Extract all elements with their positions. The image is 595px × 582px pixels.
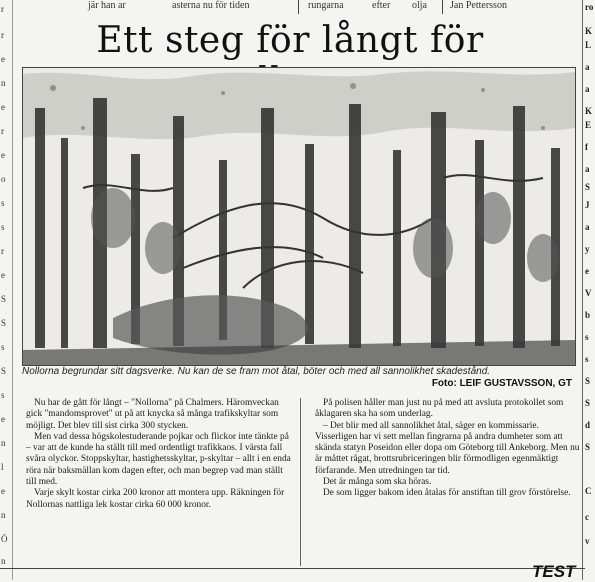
left-fragment-char: Ö bbox=[1, 534, 8, 544]
right-fragment-char: L bbox=[585, 40, 592, 50]
right-column-fragment bbox=[582, 0, 595, 580]
left-fragment-char: e bbox=[1, 54, 5, 64]
left-fragment-char: n bbox=[1, 438, 6, 448]
left-fragment-char: l bbox=[1, 462, 4, 472]
top-strip-byline: Jan Pettersson bbox=[450, 0, 507, 11]
right-fragment-char: S bbox=[585, 398, 591, 408]
footer-rule bbox=[0, 568, 585, 569]
right-fragment-char: e bbox=[585, 266, 589, 276]
left-fragment-char: n bbox=[1, 556, 6, 566]
top-strip-text: efter bbox=[372, 0, 391, 11]
previous-article-tail bbox=[60, 0, 580, 14]
right-fragment-char: K bbox=[585, 26, 593, 36]
left-fragment-char: S bbox=[1, 318, 7, 328]
right-fragment-char: a bbox=[585, 62, 590, 72]
article-paragraph: De som ligger bakom iden åtalas för anstiftan till grov förstörelse. bbox=[323, 488, 571, 499]
left-fragment-char: s bbox=[1, 198, 5, 208]
right-fragment-char: S bbox=[585, 442, 591, 452]
article-paragraph: Men vad dessa högskolestuderande pojkar och flickor inte tänkte på – var att de kunde ha ställt till med ordentligt trafikkaos. I värsta fall svåra olyckor. Stoppskyltar, hastighetsskyltar, p-skyltar – allt i en enda röra när baksmällan kom dagen efter, och man begrep vad man ställt till med. bbox=[26, 431, 291, 488]
test-logo: TEST bbox=[532, 562, 576, 581]
left-fragment-char: S bbox=[1, 294, 7, 304]
left-fragment-char: s bbox=[1, 342, 5, 352]
left-fragment-char: r bbox=[1, 30, 4, 40]
column-divider bbox=[298, 0, 299, 14]
right-fragment-char: V bbox=[585, 288, 592, 298]
news-photo bbox=[22, 67, 576, 366]
article-column-right bbox=[315, 398, 581, 568]
photo-credit: Foto: LEIF GUSTAVSSON, GT bbox=[431, 378, 572, 389]
article-paragraph: Varje skylt kostar cirka 200 kronor att montera upp. Räkningen för Nollornas nattliga lek kostar cirka 60 000 kronor. bbox=[26, 488, 285, 510]
left-fragment-char: s bbox=[1, 222, 5, 232]
top-strip-text: jär han ar bbox=[88, 0, 126, 11]
right-fragment-char: a bbox=[585, 164, 590, 174]
left-fragment-char: e bbox=[1, 102, 5, 112]
right-fragment-char: v bbox=[585, 536, 590, 546]
photo-image bbox=[23, 68, 575, 365]
left-fragment-char: o bbox=[1, 174, 6, 184]
right-fragment-char: S bbox=[585, 376, 591, 386]
column-divider bbox=[300, 398, 301, 566]
left-fragment-char: e bbox=[1, 414, 5, 424]
left-fragment-char: r bbox=[1, 246, 4, 256]
left-fragment-char: e bbox=[1, 150, 5, 160]
article-paragraph: Nu har de gått för långt – "Nollorna" på Chalmers. Häromveckan gick "mandomsprovet" ut på att knycka så många trafikskyltar som möjligt. Det blev till sist cirka 300 stycken. bbox=[26, 398, 279, 431]
article-paragraph: – Det blir med all sannolikhet åtal, säger en kommissarie. Visserligen har vi sett mellan fingrarna på andra dumheter som att skända statyn Poseidon eller dopa om Göteborg till Ankeborg. Men nu är måttet rågat, brottsrubriceringen blir förmodligen egenmäktigt förfarande. Men utredningen tar tid. bbox=[315, 420, 580, 476]
article-paragraph: På polisen håller man just nu på med att avsluta protokollet som åklagaren ska ha som underlag. bbox=[315, 398, 564, 420]
right-fragment-char: K bbox=[585, 106, 593, 116]
article-column-left bbox=[26, 398, 292, 568]
right-fragment-char: b bbox=[585, 310, 591, 320]
left-fragment-char: n bbox=[1, 510, 6, 520]
right-fragment-char: c bbox=[585, 512, 589, 522]
left-column-fragment bbox=[0, 0, 13, 580]
right-fragment-char: S bbox=[585, 182, 591, 192]
right-fragment-char: a bbox=[585, 84, 590, 94]
right-fragment-char: s bbox=[585, 354, 589, 364]
article-paragraph: Det är många som ska höras. bbox=[323, 477, 432, 488]
left-fragment-char: e bbox=[1, 270, 5, 280]
top-strip-text: olja bbox=[412, 0, 427, 11]
top-strip-text: asterna nu för tiden bbox=[172, 0, 250, 11]
right-fragment-char: J bbox=[585, 200, 590, 210]
top-strip-text: rungarna bbox=[308, 0, 344, 11]
photo-caption: Nollorna begrundar sitt dagsverke. Nu kan de se fram mot åtal, böter och med all sannolikhet skadestånd. bbox=[22, 366, 491, 377]
left-fragment-char: n bbox=[1, 78, 6, 88]
left-fragment-char: r bbox=[1, 4, 4, 14]
left-fragment-char: S bbox=[1, 366, 7, 376]
left-fragment-char: s bbox=[1, 390, 5, 400]
right-fragment-char: ro bbox=[585, 2, 594, 12]
right-fragment-char: y bbox=[585, 244, 590, 254]
right-fragment-char: C bbox=[585, 486, 592, 496]
right-fragment-char: E bbox=[585, 120, 592, 130]
right-fragment-char: a bbox=[585, 222, 590, 232]
headline: Ett steg för långt för bbox=[96, 20, 484, 61]
column-divider bbox=[442, 0, 443, 14]
right-fragment-char: d bbox=[585, 420, 591, 430]
left-fragment-char: r bbox=[1, 126, 4, 136]
right-fragment-char: s bbox=[585, 332, 589, 342]
right-fragment-char: f bbox=[585, 142, 588, 152]
left-fragment-char: e bbox=[1, 486, 5, 496]
